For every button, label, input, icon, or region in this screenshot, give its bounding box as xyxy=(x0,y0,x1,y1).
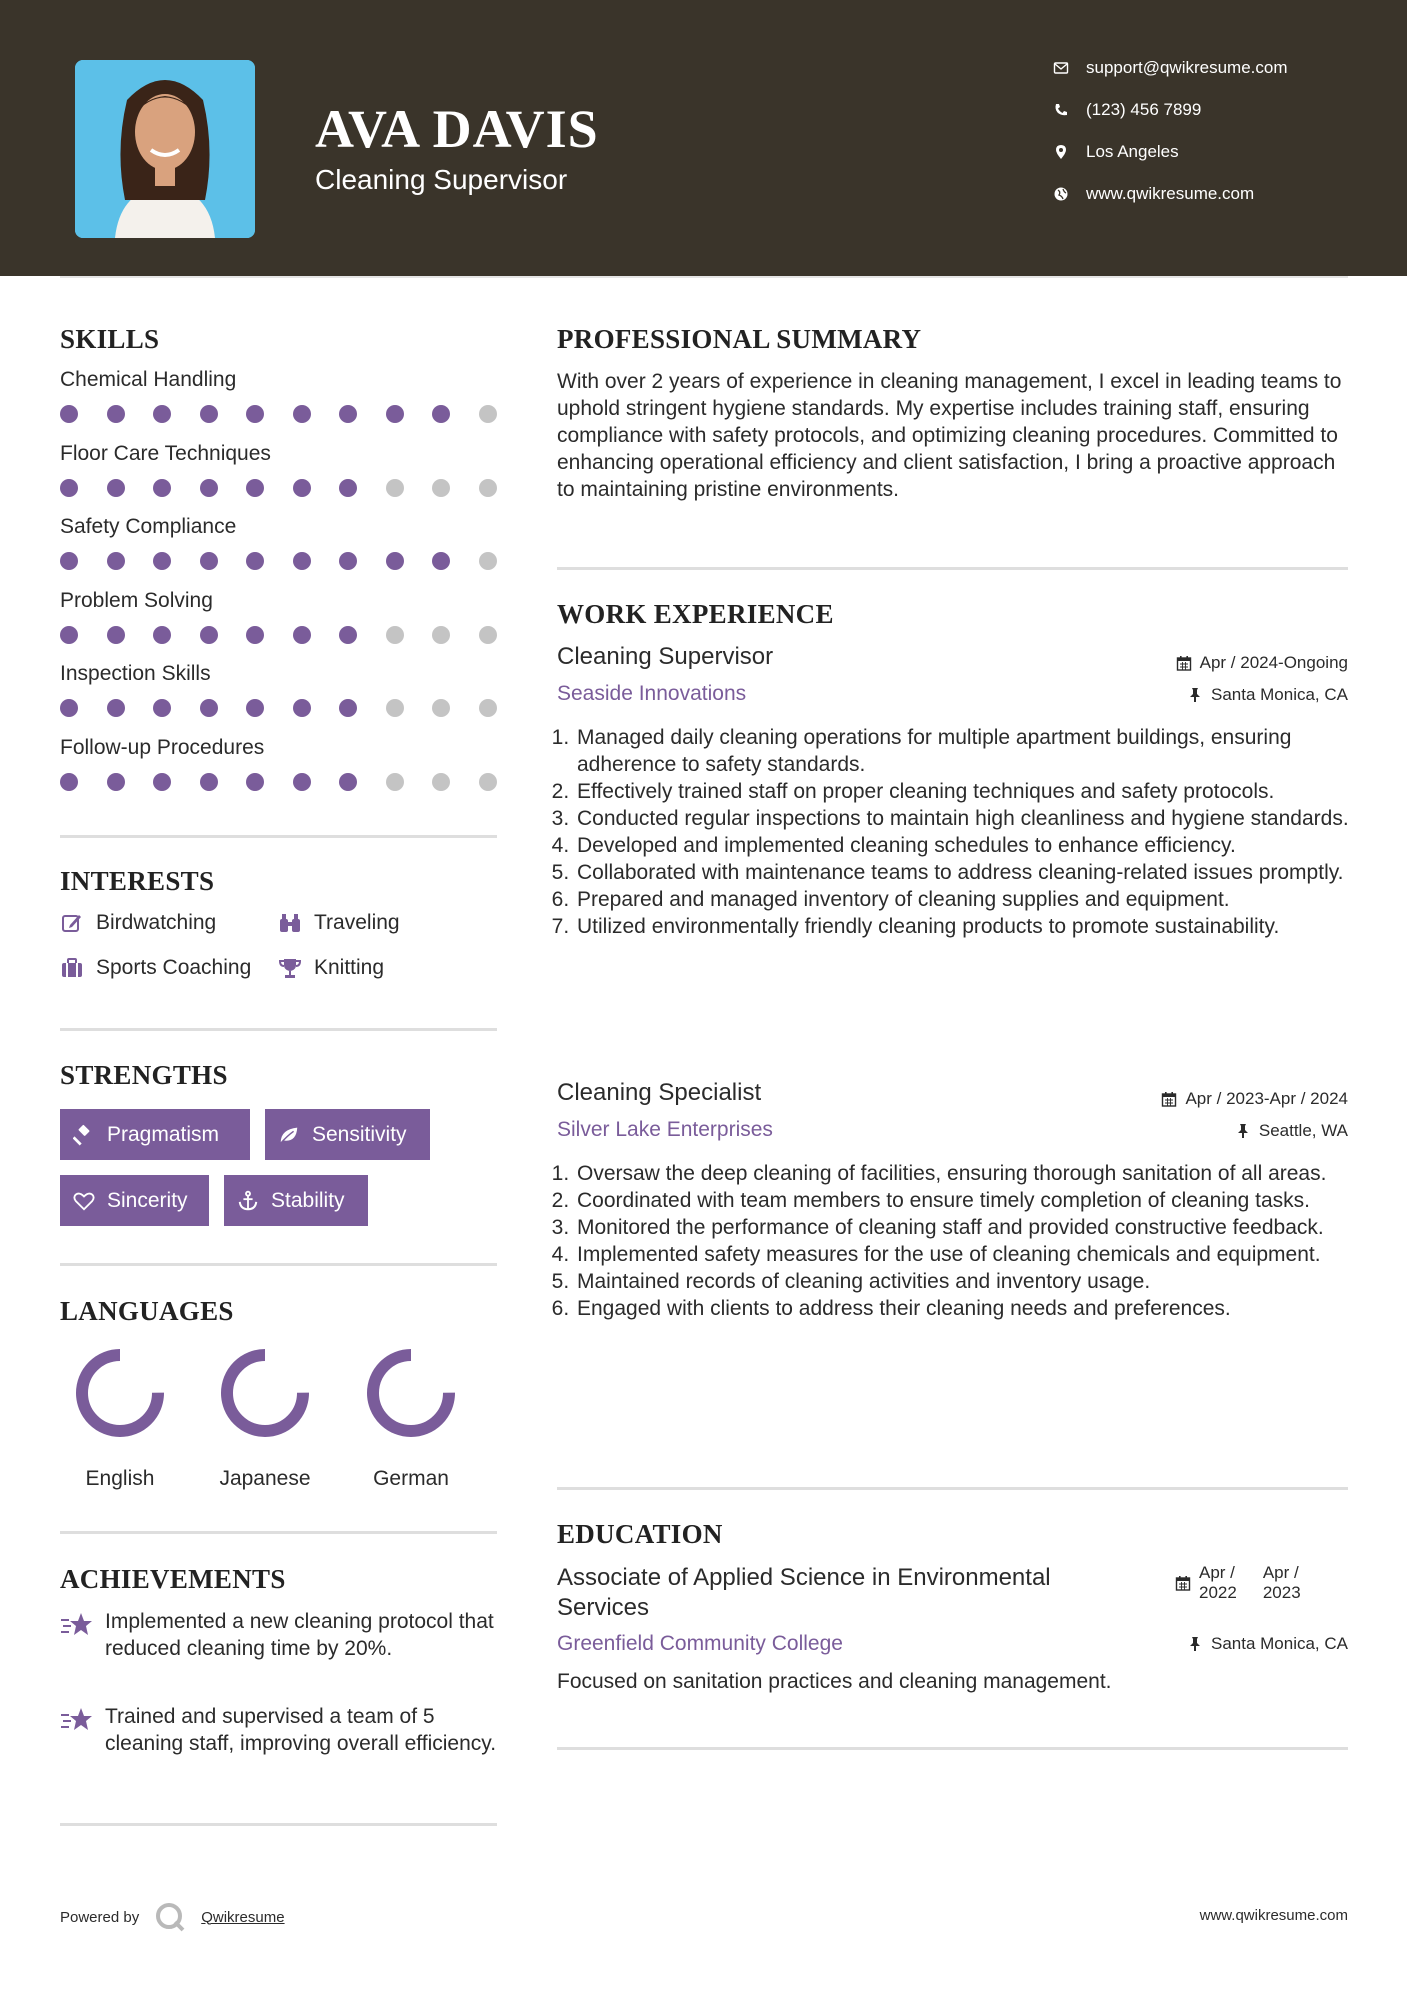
rating-dot-filled xyxy=(339,405,357,423)
rating-dot-filled xyxy=(200,773,218,791)
map-pin-icon xyxy=(1050,141,1072,163)
language-proficiency-ring xyxy=(217,1345,313,1441)
job-company: Silver Lake Enterprises xyxy=(557,1118,773,1141)
education-date-end xyxy=(1263,1563,1301,1603)
skill-name: Follow-up Procedures xyxy=(60,735,265,759)
education-degree-line: Services xyxy=(557,1594,650,1621)
header-divider xyxy=(60,276,1348,278)
job-bullet: 1. Managed daily cleaning operations for multiple apartment buildings, ensuring adherence to safety standards. xyxy=(575,724,1352,778)
job-date xyxy=(1176,653,1348,673)
job-bullet: 7. Utilized environmentally friendly cleaning products to promote sustainability. xyxy=(575,913,1352,940)
pushpin-icon xyxy=(1235,1123,1251,1139)
rating-dot-empty xyxy=(479,552,497,570)
skills-heading: SKILLS xyxy=(60,324,160,354)
rating-dot-filled xyxy=(200,699,218,717)
experience-divider xyxy=(557,1487,1348,1490)
rating-dot-filled xyxy=(153,405,171,423)
qwikresume-link[interactable]: Qwikresume xyxy=(201,1908,285,1926)
rating-dot-empty xyxy=(386,626,404,644)
job-date-text: Apr / 2024-Ongoing xyxy=(1199,653,1348,672)
rating-dot-empty xyxy=(432,479,450,497)
skill-rating xyxy=(60,479,525,497)
language-proficiency-arc xyxy=(373,1355,449,1431)
skill-name: Inspection Skills xyxy=(60,662,211,685)
job-location-text: Seattle, WA xyxy=(1258,1121,1348,1140)
contact-email[interactable] xyxy=(1050,57,1350,79)
interests-divider xyxy=(60,1028,497,1031)
job-bullet: 6. Engaged with clients to address their cleaning needs and preferences. xyxy=(575,1295,1352,1322)
rating-dot-filled xyxy=(293,773,311,791)
interest-item xyxy=(278,911,400,935)
rating-dot-filled xyxy=(293,405,311,423)
rating-dot-filled xyxy=(153,552,171,570)
rating-dot-filled xyxy=(107,626,125,644)
education-degree xyxy=(557,1563,1051,1623)
education-degree-line: Associate of Applied Science in Environmental xyxy=(557,1564,1051,1591)
phone-icon xyxy=(1050,99,1072,121)
skill-name: Safety Compliance xyxy=(60,515,237,538)
interest-label: Birdwatching xyxy=(96,911,217,934)
rating-dot-empty xyxy=(432,699,450,717)
skill-rating xyxy=(60,699,525,717)
strength-label: Pragmatism xyxy=(107,1122,220,1146)
calendar-icon xyxy=(1161,1091,1177,1107)
contact-email-text: support@qwikresume.com xyxy=(1086,58,1288,77)
job-bullet: 5. Collaborated with maintenance teams to address cleaning-related issues promptly. xyxy=(575,859,1352,886)
interest-item xyxy=(60,956,251,980)
language-proficiency-ring xyxy=(72,1345,168,1441)
skill-rating xyxy=(60,405,525,423)
job-company: Seaside Innovations xyxy=(557,682,747,705)
pushpin-icon xyxy=(1187,687,1203,703)
job-location-text: Santa Monica, CA xyxy=(1210,685,1348,704)
interest-item xyxy=(60,911,216,935)
job-location xyxy=(1235,1121,1348,1141)
rating-dot-filled xyxy=(153,479,171,497)
rating-dot-filled xyxy=(339,479,357,497)
rating-dot-filled xyxy=(246,699,264,717)
education-date-end-year: 2023 xyxy=(1262,1583,1301,1602)
binoculars-icon xyxy=(278,911,302,935)
interest-label: Sports Coaching xyxy=(96,956,252,979)
language-item xyxy=(341,1345,481,1491)
rating-dot-filled xyxy=(153,699,171,717)
summary-divider xyxy=(557,567,1348,570)
profile-photo xyxy=(75,60,255,238)
interest-item xyxy=(278,956,384,980)
skill-name: Floor Care Techniques xyxy=(60,441,271,465)
interests-heading: INTERESTS xyxy=(60,866,215,896)
skill-rating xyxy=(60,773,525,791)
strengths-heading: STRENGTHS xyxy=(60,1060,228,1090)
job-bullet: 2. Coordinated with team members to ensure timely completion of cleaning tasks. xyxy=(575,1187,1352,1214)
gavel-icon xyxy=(73,1124,95,1146)
calendar-icon xyxy=(1176,655,1192,671)
skill-name: Problem Solving xyxy=(60,588,213,612)
job-bullet: 6. Prepared and managed inventory of cleaning supplies and equipment. xyxy=(575,886,1352,913)
footer-website[interactable]: www.qwikresume.com xyxy=(1199,1907,1348,1924)
skill-rating xyxy=(60,626,525,644)
rating-dot-filled xyxy=(153,773,171,791)
pencil-square-icon xyxy=(60,911,84,935)
summary-heading: PROFESSIONAL SUMMARY xyxy=(557,324,922,354)
job-title: Cleaning Supervisor xyxy=(557,643,774,670)
rating-dot-empty xyxy=(386,773,404,791)
shooting-star-icon xyxy=(60,1705,94,1735)
profile-photo-image xyxy=(75,60,255,238)
strength-badge xyxy=(224,1175,368,1226)
strength-label: Sincerity xyxy=(107,1188,188,1212)
job-bullets xyxy=(557,724,1352,940)
achievements-divider xyxy=(60,1823,497,1826)
languages-divider xyxy=(60,1531,497,1534)
rating-dot-filled xyxy=(200,405,218,423)
experience-heading: WORK EXPERIENCE xyxy=(557,599,834,629)
strengths-divider xyxy=(60,1263,497,1266)
education-date-end-month: Apr / xyxy=(1262,1563,1299,1582)
job-bullet: 3. Monitored the performance of cleaning staff and provided constructive feedback. xyxy=(575,1214,1352,1241)
rating-dot-filled xyxy=(293,699,311,717)
job-bullet: 1. Oversaw the deep cleaning of facilities, ensuring thorough sanitation of all areas. xyxy=(575,1160,1352,1187)
rating-dot-filled xyxy=(60,552,78,570)
rating-dot-empty xyxy=(479,699,497,717)
contact-website[interactable] xyxy=(1050,183,1350,205)
job-bullet: 2. Effectively trained staff on proper cleaning techniques and safety protocols. xyxy=(575,778,1352,805)
education-divider xyxy=(557,1747,1348,1750)
rating-dot-filled xyxy=(60,699,78,717)
job-title: Cleaning Specialist xyxy=(557,1079,762,1106)
rating-dot-empty xyxy=(432,626,450,644)
interest-label: Knitting xyxy=(314,956,385,979)
achievements-heading: ACHIEVEMENTS xyxy=(60,1564,286,1594)
job-date xyxy=(1161,1089,1348,1109)
rating-dot-filled xyxy=(107,552,125,570)
rating-dot-filled xyxy=(60,626,78,644)
rating-dot-filled xyxy=(60,479,78,497)
contact-location-text: Los Angeles xyxy=(1086,142,1179,161)
rating-dot-filled xyxy=(339,773,357,791)
rating-dot-filled xyxy=(293,479,311,497)
trophy-icon xyxy=(278,956,302,980)
candidate-name: AVA DAVIS xyxy=(315,99,599,159)
education-date xyxy=(1175,1563,1301,1603)
education-date-start-year: 2022 xyxy=(1199,1583,1237,1602)
contact-phone[interactable] xyxy=(1050,99,1350,121)
education-location xyxy=(1187,1634,1348,1654)
resume-header xyxy=(0,0,1407,276)
rating-dot-filled xyxy=(107,699,125,717)
globe-icon xyxy=(1050,183,1072,205)
language-label: Japanese xyxy=(219,1467,311,1490)
rating-dot-filled xyxy=(200,479,218,497)
rating-dot-filled xyxy=(386,405,404,423)
rating-dot-empty xyxy=(386,699,404,717)
job-date-text: Apr / 2023-Apr / 2024 xyxy=(1185,1089,1348,1108)
rating-dot-empty xyxy=(432,773,450,791)
job-location xyxy=(1187,685,1348,705)
language-item xyxy=(195,1345,335,1491)
rating-dot-filled xyxy=(293,552,311,570)
rating-dot-filled xyxy=(432,552,450,570)
summary-text: With over 2 years of experience in cleaning management, I excel in leading teams to uphold stringent hygiene standards. My expertise includes training staff, ensuring compliance with safety protocols, and optimizing cleaning procedures. Committed to enhancing operational efficiency and client satisfaction, I bring a proactive approach to maintaining pristine environments. xyxy=(557,370,1342,501)
job-bullets xyxy=(557,1160,1352,1322)
achievement-item xyxy=(60,1608,500,1662)
rating-dot-filled xyxy=(153,626,171,644)
rating-dot-filled xyxy=(339,552,357,570)
education-school: Greenfield Community College xyxy=(557,1632,843,1655)
language-item xyxy=(50,1345,190,1491)
education-location-text: Santa Monica, CA xyxy=(1210,1634,1348,1653)
rating-dot-filled xyxy=(293,626,311,644)
skills-divider xyxy=(60,835,497,838)
rating-dot-filled xyxy=(246,552,264,570)
strength-badge xyxy=(60,1175,209,1226)
rating-dot-filled xyxy=(246,405,264,423)
footer-powered-by xyxy=(60,1900,285,1934)
anchor-icon xyxy=(237,1190,259,1212)
job-bullet: 4. Implemented safety measures for the use of cleaning chemicals and equipment. xyxy=(575,1241,1352,1268)
rating-dot-filled xyxy=(339,699,357,717)
rating-dot-empty xyxy=(479,405,497,423)
rating-dot-filled xyxy=(107,479,125,497)
rating-dot-empty xyxy=(479,773,497,791)
leaf-icon xyxy=(278,1124,300,1146)
job-bullet: 3. Conducted regular inspections to maintain high cleanliness and hygiene standards. xyxy=(575,805,1352,832)
skill-rating xyxy=(60,552,525,570)
job-bullet: 4. Developed and implemented cleaning schedules to enhance efficiency. xyxy=(575,832,1352,859)
rating-dot-filled xyxy=(432,405,450,423)
strength-badge xyxy=(265,1109,430,1160)
heart-icon xyxy=(73,1190,95,1212)
education-description: Focused on sanitation practices and cleaning management. xyxy=(557,1670,1112,1693)
contact-location xyxy=(1050,141,1350,163)
strength-label: Stability xyxy=(271,1188,345,1212)
education-date-start xyxy=(1199,1563,1237,1603)
language-proficiency-ring xyxy=(363,1345,459,1441)
rating-dot-filled xyxy=(60,773,78,791)
pushpin-icon xyxy=(1187,1636,1203,1652)
achievement-text: Implemented a new cleaning protocol that reduced cleaning time by 20%. xyxy=(105,1610,494,1660)
achievement-text: Trained and supervised a team of 5 cleaning staff, improving overall efficiency. xyxy=(105,1705,497,1755)
contact-website-text: www.qwikresume.com xyxy=(1086,184,1255,203)
language-proficiency-arc xyxy=(227,1355,303,1431)
language-proficiency-arc xyxy=(82,1355,158,1431)
interest-label: Traveling xyxy=(314,911,400,934)
language-label: German xyxy=(373,1467,449,1490)
languages-heading: LANGUAGES xyxy=(60,1296,234,1326)
rating-dot-filled xyxy=(200,626,218,644)
achievement-item xyxy=(60,1703,500,1757)
rating-dot-empty xyxy=(479,479,497,497)
skill-name: Chemical Handling xyxy=(60,368,237,391)
language-label: English xyxy=(85,1467,155,1490)
education-date-start-month: Apr / xyxy=(1199,1563,1235,1582)
rating-dot-filled xyxy=(107,773,125,791)
powered-by-text: Powered by xyxy=(60,1908,140,1926)
rating-dot-filled xyxy=(386,552,404,570)
rating-dot-filled xyxy=(339,626,357,644)
rating-dot-filled xyxy=(60,405,78,423)
contact-phone-text: (123) 456 7899 xyxy=(1086,100,1202,119)
rating-dot-filled xyxy=(246,626,264,644)
candidate-title: Cleaning Supervisor xyxy=(315,164,568,195)
job-bullet: 5. Maintained records of cleaning activities and inventory usage. xyxy=(575,1268,1352,1295)
rating-dot-empty xyxy=(479,626,497,644)
strength-badge xyxy=(60,1109,250,1160)
shooting-star-icon xyxy=(60,1610,94,1640)
qwikresume-logo-icon xyxy=(153,1900,187,1934)
calendar-icon xyxy=(1175,1575,1191,1591)
rating-dot-filled xyxy=(246,773,264,791)
rating-dot-filled xyxy=(246,479,264,497)
education-heading: EDUCATION xyxy=(557,1519,723,1549)
rating-dot-empty xyxy=(386,479,404,497)
rating-dot-filled xyxy=(200,552,218,570)
rating-dot-filled xyxy=(107,405,125,423)
briefcase-icon xyxy=(60,956,84,980)
strength-label: Sensitivity xyxy=(312,1122,407,1146)
envelope-icon xyxy=(1050,57,1072,79)
